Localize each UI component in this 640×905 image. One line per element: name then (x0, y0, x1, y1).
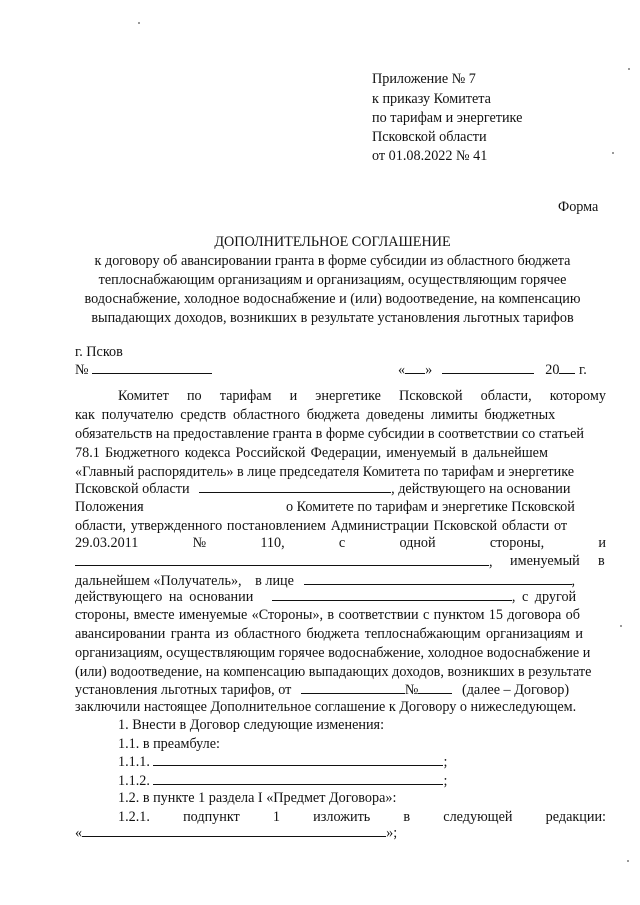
paragraph-line: (или) водоотведение, на компенсацию выпадающих доходов, возникших в результате (75, 664, 592, 680)
justified-word: области, (480, 388, 532, 404)
justified-word: 1.2.1. (118, 809, 150, 825)
day-blank (405, 360, 425, 374)
text: Псковской области (75, 481, 190, 497)
agreement-number (75, 360, 212, 379)
paragraph-line: , (75, 552, 493, 571)
justified-word: в (403, 809, 411, 825)
justified-word: и (289, 388, 298, 404)
year-suffix: г. (579, 362, 587, 378)
paragraph-line: области, утвержденного постановлением Администрации Псковской области от (75, 518, 568, 534)
contract-number-blank (418, 680, 452, 694)
annex-line: Псковской области (372, 129, 487, 145)
basis-blank (272, 587, 512, 601)
justified-word: и (598, 535, 606, 551)
number-blank (92, 360, 212, 374)
justified-word: Псковской (399, 388, 463, 404)
item-line: 1.1.2. ; (118, 773, 448, 789)
representative-blank (304, 571, 572, 585)
city: г. Псков (75, 344, 123, 360)
annex-line: от 01.08.2022 № 41 (372, 148, 488, 164)
justified-word: Комитет (118, 388, 169, 404)
justified-word: 110, (260, 535, 285, 551)
scan-speck (138, 22, 140, 24)
paragraph-line: «Главный распорядитель» в лице председателя Комитета по тарифам и энергетике (75, 464, 575, 480)
paragraph-line: заключили настоящее Дополнительное соглашение к Договору о нижеследующем. (75, 699, 577, 715)
item-heading: 1.1. в преамбуле: (118, 736, 220, 752)
annex-line: по тарифам и энергетике (372, 110, 523, 126)
justified-word: одной (399, 535, 436, 551)
agreement-date (398, 360, 587, 379)
paragraph-line (75, 498, 144, 516)
justified-word: 29.03.2011 (75, 535, 139, 551)
year-prefix: 20 (545, 362, 560, 378)
paragraph-line: установления льготных тарифов, от № (далее – Договор) (75, 682, 570, 698)
justified-word: тарифам (219, 388, 272, 404)
title-subline: выпадающих доходов, возникших в результате установления льготных тарифов (91, 310, 574, 326)
text: Положения (75, 499, 144, 515)
recipient-name-blank (75, 552, 489, 566)
new-text-blank (82, 823, 386, 837)
paragraph-line: дальнейшем «Получатель», в лице , (75, 573, 576, 589)
contract-date-blank (301, 680, 405, 694)
justified-word: изложить (313, 809, 371, 825)
month-blank (442, 360, 534, 374)
document-title: ДОПОЛНИТЕЛЬНОЕ СОГЛАШЕНИЕ (214, 234, 451, 250)
paragraph-line: обязательств на предоставление гранта в форме субсидии в соответствии со статьей (75, 426, 584, 442)
paragraph-line (118, 387, 606, 405)
justified-word: энергетике (315, 388, 381, 404)
justified-word: № (192, 535, 207, 551)
quote-open: « (398, 362, 406, 378)
item-heading: 1. Внести в Договор следующие изменения: (118, 717, 385, 733)
scan-speck (612, 152, 614, 154)
paragraph-line (75, 534, 606, 552)
paragraph-line: действующего на основании , с другой (75, 589, 577, 605)
item-line: 1.1.1. ; (118, 754, 448, 770)
paragraph-line (75, 479, 571, 498)
justified-word: подпункт (183, 809, 240, 825)
paragraph-line: о Комитете по тарифам и энергетике Псковской (286, 499, 575, 515)
year-blank (559, 360, 575, 374)
item-blank (153, 752, 443, 766)
paragraph-line: именуемый (510, 553, 580, 569)
justified-word: следующей (443, 809, 513, 825)
title-subline: теплоснабжающим организациям и организациям, осуществляющим горячее (98, 272, 567, 288)
quote-close: » (425, 362, 433, 378)
scan-speck (627, 860, 629, 862)
item-line: « »; (75, 825, 398, 841)
paragraph-line: в (598, 553, 605, 569)
item-blank (153, 771, 443, 785)
annex-line: к приказу Комитета (372, 91, 491, 107)
scan-speck (628, 68, 630, 70)
title-subline: водоснабжение, холодное водоснабжение и (или) водоотведение, на компенсацию (84, 291, 581, 307)
paragraph-line: 78.1 Бюджетного кодекса Российской Федерации, именуемый в дальнейшем (75, 445, 548, 461)
number-sign: № (75, 362, 89, 378)
annex-line: Приложение № 7 (372, 71, 476, 87)
justified-word: стороны, (489, 535, 545, 551)
justified-word: по (186, 388, 202, 404)
item-heading: 1.2. в пункте 1 раздела I «Предмет Договора»: (118, 790, 397, 806)
justified-word: которому (549, 388, 606, 404)
scan-speck (620, 625, 622, 627)
form-label: Форма (558, 199, 599, 215)
paragraph-line: организациям, осуществляющим горячее водоснабжение, холодное водоснабжение и (75, 645, 591, 661)
justified-word: редакции: (545, 809, 606, 825)
text: , действующего на основании (391, 481, 571, 497)
title-subline: к договору об авансировании гранта в форме субсидии из областного бюджета (94, 253, 571, 269)
paragraph-line: авансировании гранта из областного бюджета теплоснабжающим организациям и (75, 626, 583, 642)
justified-word: с (338, 535, 346, 551)
name-blank (199, 479, 391, 493)
paragraph-line: как получателю средств областного бюджета доведены лимиты бюджетных (75, 407, 556, 423)
justified-word: 1 (272, 809, 281, 825)
paragraph-line: стороны, вместе именуемые «Стороны», в соответствии с пунктом 15 договора об (75, 607, 580, 623)
